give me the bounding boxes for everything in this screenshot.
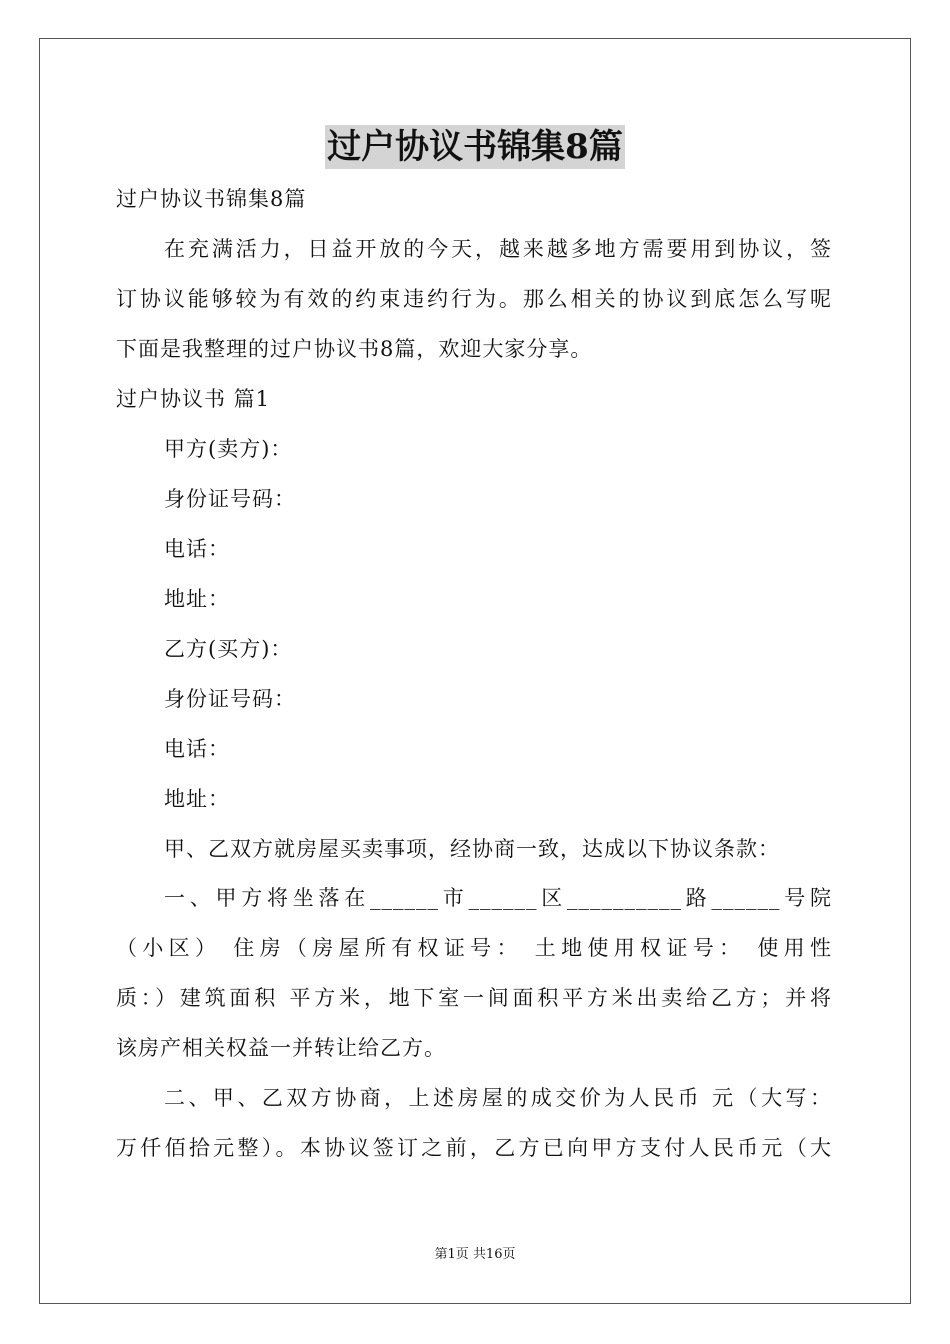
field-party-a-id: 身份证号码： [164, 487, 296, 511]
clause-one-line-1: 一、甲方将坐落在______市______区__________路______号院 [164, 886, 832, 910]
title-container [0, 125, 950, 169]
agreement-intro: 甲、乙双方就房屋买卖事项，经协商一致，达成以下协议条款： [164, 837, 780, 861]
field-party-a-phone: 电话： [164, 537, 230, 561]
clause-two-line-1: 二、甲、乙双方协商，上述房屋的成交价为人民币 元（大写： [164, 1086, 832, 1110]
field-party-b-phone: 电话： [164, 737, 230, 761]
field-party-b-address: 地址： [164, 787, 230, 811]
subtitle-line: 过户协议书锦集8篇 [116, 187, 307, 211]
clause-one-line-2: （小区） 住房（房屋所有权证号： 土地使用权证号： 使用性 [116, 936, 832, 960]
clause-one-line-3: 质：）建筑面积 平方米，地下室一间面积平方米出卖给乙方；并将 [116, 986, 832, 1010]
clause-two-line-2: 万仟佰拾元整）。本协议签订之前，乙方已向甲方支付人民币元（大 [116, 1136, 832, 1160]
intro-line-1: 在充满活力，日益开放的今天，越来越多地方需要用到协议，签 [164, 237, 832, 261]
intro-line-2: 订协议能够较为有效的约束违约行为。那么相关的协议到底怎么写呢 [116, 287, 832, 311]
document-title: 过户协议书锦集8篇 [327, 127, 623, 167]
field-party-a-address: 地址： [164, 587, 230, 611]
field-party-b-id: 身份证号码： [164, 687, 296, 711]
field-party-b: 乙方(买方)： [164, 637, 293, 661]
page-footer: 第1页 共16页 [434, 1247, 516, 1262]
page-border [39, 38, 911, 1304]
clause-one-line-4: 该房产相关权益一并转让给乙方。 [116, 1036, 446, 1060]
intro-line-3: 下面是我整理的过户协议书8篇，欢迎大家分享。 [116, 337, 593, 361]
field-party-a: 甲方(卖方)： [164, 437, 293, 461]
section-heading: 过户协议书 篇1 [116, 387, 271, 411]
